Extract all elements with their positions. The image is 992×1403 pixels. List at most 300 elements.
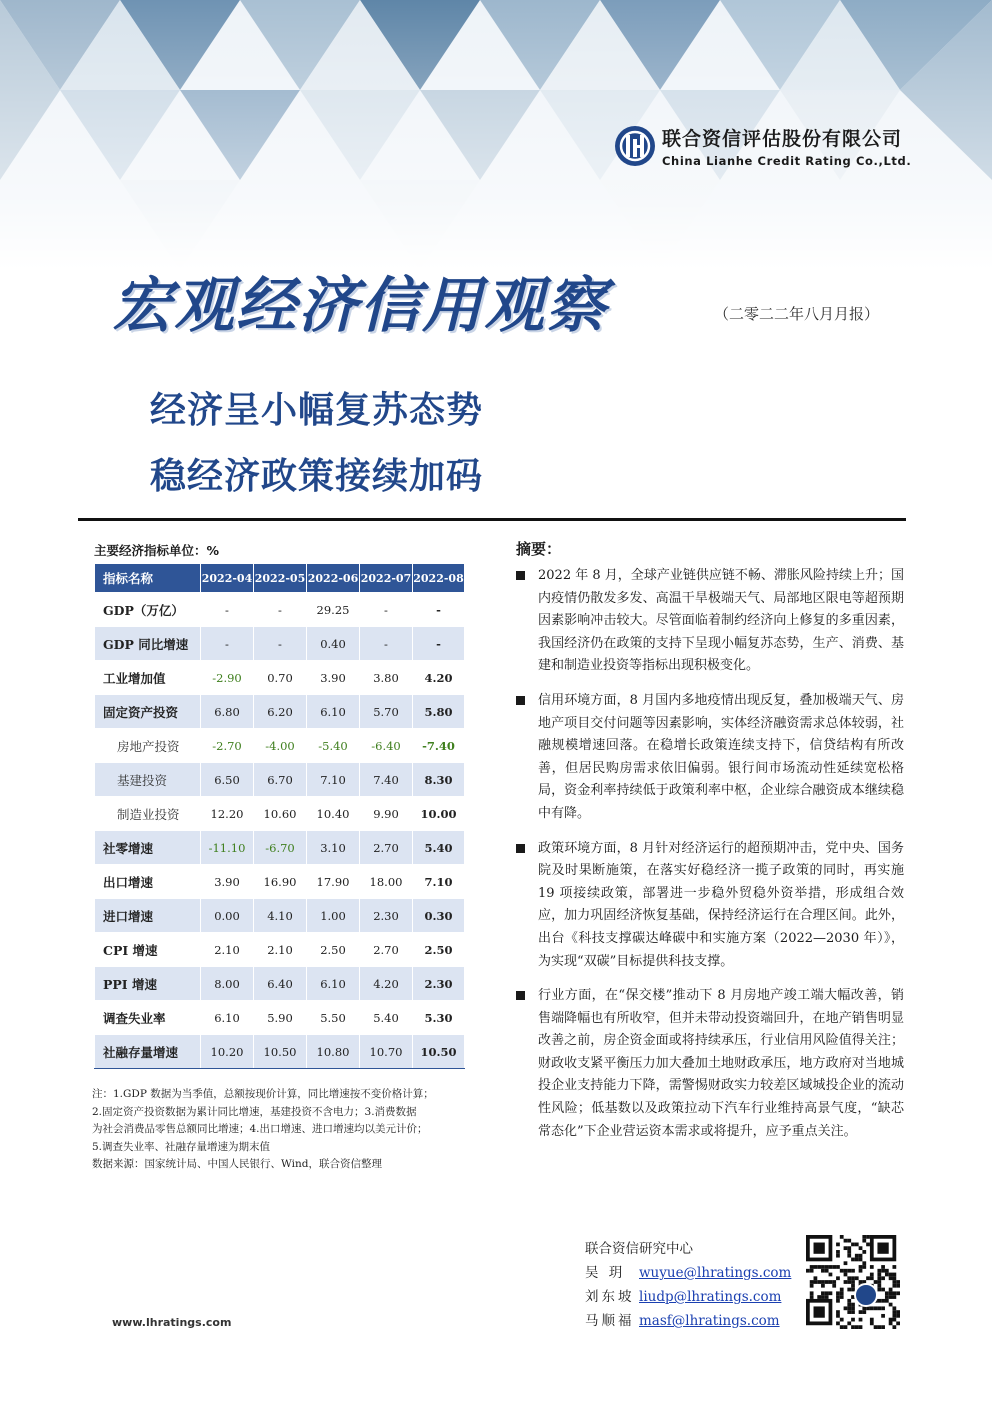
indicator-name: 调查失业率 [95,1001,201,1035]
qr-module [810,1280,814,1284]
table-row [95,797,465,831]
indicator-value: 2.50 [307,933,360,967]
qr-module [851,1318,855,1322]
qr-module [889,1273,893,1277]
indicator-value: 10.60 [254,797,307,831]
indicator-name: 出口增速 [95,865,201,899]
qr-module [870,1273,874,1277]
indicator-value: 7.40 [360,763,413,797]
indicator-name: 进口增速 [95,899,201,933]
qr-module [840,1291,844,1295]
qr-module [877,1284,881,1288]
indicator-value: 5.50 [307,1001,360,1035]
qr-module [870,1276,874,1280]
qr-module [862,1306,866,1310]
qr-module [855,1243,859,1247]
qr-module [840,1235,844,1239]
indicator-value: 6.70 [254,763,307,797]
qr-module [851,1303,855,1307]
table-row [95,1001,465,1035]
indicator-value: -5.40 [307,729,360,763]
contact-row [585,1285,791,1309]
qr-module [847,1239,851,1243]
indicator-value: 0.30 [413,899,465,933]
indicator-value: 5.40 [413,831,465,865]
qr-module [847,1321,851,1325]
qr-module [866,1276,870,1280]
qr-module [847,1299,851,1303]
indicator-value: 6.10 [307,967,360,1001]
indicator-value: - [254,593,307,627]
qr-module [810,1291,814,1295]
qr-module [859,1325,863,1329]
qr-module [862,1265,866,1269]
indicator-value: 3.80 [360,661,413,695]
qr-module [881,1314,885,1318]
qr-module [877,1299,881,1303]
indicator-value: 3.10 [307,831,360,865]
qr-module [829,1273,833,1277]
indicator-value: 0.40 [307,627,360,661]
qr-module [844,1280,848,1284]
indicator-value: - [201,593,254,627]
indicator-value: 16.90 [254,865,307,899]
summary-bullet [512,690,904,826]
column-header: 2022-08 [413,564,465,593]
indicator-value: 2.30 [413,967,465,1001]
qr-module [821,1295,825,1299]
company-logo [614,124,911,168]
indicator-value: 6.10 [307,695,360,729]
qr-module [810,1265,814,1269]
square-bullet-icon [516,844,525,853]
qr-module [847,1280,851,1284]
qr-module [851,1258,855,1262]
qr-module [832,1280,836,1284]
qr-module [836,1295,840,1299]
indicator-value: 0.00 [201,899,254,933]
qr-module [892,1295,896,1299]
summary-text: 信用环境方面，8 月国内多地疫情出现反复，叠加极端天气、房地产项目交付问题等因素影响，实体经济融资需求总体较弱，社融规模增速回落。在稳增长政策连续支持下，信贷结构有所改善，但居民购房需求依旧偏弱。银行间市场流动性延续宽松格局，资金利率持续低于政策利率中枢，企业综合融资成本继续稳中有降。 [538,692,904,821]
qr-module [896,1310,900,1314]
table-row [95,1035,465,1069]
qr-module [896,1284,900,1288]
qr-module [851,1280,855,1284]
qr-module [862,1235,866,1239]
qr-module [889,1288,893,1292]
qr-module [836,1291,840,1295]
qr-module [874,1325,878,1329]
indicator-value: 2.30 [360,899,413,933]
qr-module [847,1310,851,1314]
qr-module [877,1288,881,1292]
report-subtitle-2: 稳经济政策接续加码 [150,455,484,497]
qr-module [859,1310,863,1314]
qr-module [840,1325,844,1329]
indicator-name: 基建投资 [95,763,201,797]
divider [78,518,906,521]
qr-module [874,1280,878,1284]
contact-email-link[interactable]: wuyue@lhratings.com [639,1265,792,1281]
indicator-value: 6.20 [254,695,307,729]
qr-module [810,1295,814,1299]
qr-module [896,1314,900,1318]
contact-name: 刘东坡 [585,1289,635,1305]
qr-module [889,1276,893,1280]
qr-module [840,1288,844,1292]
square-bullet-icon [516,991,525,1000]
indicator-value: 5.90 [254,1001,307,1035]
qr-module [892,1318,896,1322]
qr-module [855,1254,859,1258]
indicator-value: 7.10 [413,865,465,899]
contact-name: 吴 玥 [585,1265,626,1281]
summary-bullet [512,985,904,1143]
contact-row [585,1261,791,1285]
table-row [95,865,465,899]
indicator-value: 5.40 [360,1001,413,1035]
indicator-value: 5.30 [413,1001,465,1035]
qr-module [859,1280,863,1284]
contact-block [585,1237,791,1333]
column-header: 2022-06 [307,564,360,593]
qr-module [885,1269,889,1273]
qr-module [844,1246,848,1250]
qr-module [862,1250,866,1254]
indicator-value: 9.90 [360,797,413,831]
qr-module [825,1291,829,1295]
contact-email-link[interactable]: liudp@lhratings.com [639,1289,782,1305]
indicator-value: 6.50 [201,763,254,797]
economic-indicators-table [94,563,465,1069]
qr-module [881,1299,885,1303]
indicator-value: 1.00 [307,899,360,933]
qr-module [892,1314,896,1318]
indicator-value: - [201,627,254,661]
qr-code-icon[interactable] [806,1235,900,1329]
qr-module [832,1265,836,1269]
qr-module [881,1269,885,1273]
qr-module [825,1269,829,1273]
indicator-value: 29.25 [307,593,360,627]
summary-heading: 摘要： [516,540,562,558]
note-line: 2.固定资产投资数据为累计同比增速，基建投资不含电力；3.消费数据 [92,1105,417,1118]
indicator-value: 2.50 [413,933,465,967]
qr-module [892,1291,896,1295]
contact-email-link[interactable]: masf@lhratings.com [639,1313,780,1329]
indicator-value: 6.40 [254,967,307,1001]
qr-module [844,1261,848,1265]
table-row [95,627,465,661]
note-line: 注：1.GDP 数据为当季值，总额按现价计算，同比增速按不变价格计算； [92,1088,434,1100]
qr-module [896,1321,900,1325]
indicator-value: - [254,627,307,661]
qr-module [892,1265,896,1269]
qr-module [892,1284,896,1288]
indicator-value: 10.50 [254,1035,307,1069]
qr-module [851,1288,855,1292]
qr-module [829,1265,833,1269]
qr-module [855,1258,859,1262]
qr-module [832,1284,836,1288]
table-row [95,695,465,729]
qr-module [806,1269,810,1273]
indicator-value: 10.80 [307,1035,360,1069]
qr-module [840,1269,844,1273]
table-caption: 主要经济指标单位：% [94,543,220,558]
qr-module [881,1306,885,1310]
qr-module [870,1318,874,1322]
indicator-value: -2.70 [201,729,254,763]
qr-module [844,1269,848,1273]
square-bullet-icon [516,571,525,580]
indicator-value: 10.40 [307,797,360,831]
indicator-value: 8.30 [413,763,465,797]
qr-module [866,1306,870,1310]
qr-module [821,1280,825,1284]
indicator-value: 5.80 [413,695,465,729]
qr-module [836,1243,840,1247]
qr-module [840,1318,844,1322]
indicator-value: -4.00 [254,729,307,763]
contact-name: 马顺福 [585,1313,635,1329]
qr-module [892,1325,896,1329]
table-row [95,729,465,763]
qr-module [862,1239,866,1243]
qr-module [844,1306,848,1310]
qr-module [889,1291,893,1295]
qr-module [814,1280,818,1284]
website-link[interactable]: www.lhratings.com [112,1316,232,1329]
qr-module [810,1269,814,1273]
qr-module [859,1318,863,1322]
indicator-value: 17.90 [307,865,360,899]
table-row [95,933,465,967]
qr-module [877,1325,881,1329]
data-source: 数据来源：国家统计局、中国人民银行、Wind，联合资信整理 [92,1158,382,1170]
indicator-name: GDP（万亿） [95,593,201,627]
qr-module [877,1280,881,1284]
qr-module [817,1265,821,1269]
report-subtitle-1: 经济呈小幅复苏态势 [150,389,484,431]
qr-module [862,1310,866,1314]
qr-module [851,1243,855,1247]
qr-module [877,1306,881,1310]
qr-module [866,1243,870,1247]
table-notes [92,1086,482,1174]
indicator-value: 4.10 [254,899,307,933]
qr-module [840,1295,844,1299]
contact-row [585,1309,791,1333]
qr-module [859,1265,863,1269]
column-header: 2022-04 [201,564,254,593]
qr-module [847,1246,851,1250]
qr-module [877,1276,881,1280]
qr-module [825,1280,829,1284]
table-header-row [95,564,465,593]
indicator-value: -6.40 [360,729,413,763]
note-line: 5.调查失业率、社融存量增速为期末值 [92,1140,271,1153]
qr-finder [814,1306,825,1317]
table-row [95,967,465,1001]
indicator-value: 12.20 [201,797,254,831]
note-line: 为社会消费品零售总额同比增速；4.出口增速、进口增速均以美元计价； [92,1123,428,1135]
qr-finder [814,1243,825,1254]
qr-module [859,1269,863,1273]
qr-module [836,1310,840,1314]
qr-module [847,1269,851,1273]
indicator-value: 6.80 [201,695,254,729]
qr-module [862,1261,866,1265]
square-bullet-icon [516,696,525,705]
qr-module [836,1254,840,1258]
qr-module [859,1258,863,1262]
qr-module [892,1280,896,1284]
summary-section [512,565,904,1155]
summary-bullet [512,565,904,678]
column-header: 指标名称 [95,564,201,593]
indicator-value: 5.70 [360,695,413,729]
indicator-name: 房地产投资 [95,729,201,763]
table-row [95,899,465,933]
qr-module [859,1246,863,1250]
qr-module [896,1280,900,1284]
qr-module [877,1273,881,1277]
qr-module [892,1276,896,1280]
company-logo-icon [614,125,656,167]
qr-module [847,1306,851,1310]
qr-module [847,1303,851,1307]
indicator-value: -11.10 [201,831,254,865]
qr-module [885,1299,889,1303]
qr-module [825,1295,829,1299]
indicator-name: GDP 同比增速 [95,627,201,661]
qr-module [851,1276,855,1280]
qr-module [870,1306,874,1310]
company-name-cn: 联合资信评估股份有限公司 [662,128,903,150]
table-row [95,593,465,627]
qr-module [855,1325,859,1329]
qr-module [821,1269,825,1273]
summary-bullet [512,838,904,974]
indicator-value: 7.10 [307,763,360,797]
qr-module [847,1288,851,1292]
qr-module [870,1321,874,1325]
indicator-value: 10.00 [413,797,465,831]
indicator-value: - [413,627,465,661]
indicator-name: 工业增加值 [95,661,201,695]
qr-module [844,1325,848,1329]
report-title: 宏观经济信用观察 [112,271,608,341]
qr-module [814,1265,818,1269]
qr-module [885,1273,889,1277]
qr-module [889,1318,893,1322]
summary-text: 行业方面，在“保交楼”推动下 8 月房地产竣工端大幅改善，销售端降幅也有所收窄，但并未带动投资端回升，在地产销售明显改善之前，房企资金面或将持续承压，行业信用风险值得关注；财政收支紧平衡压力加大叠加土地财政承压，地方政府对当地城投企业支持能力下降，需警惕财政实力较差区域城投企业的流动性风险；低基数以及政策拉动下汽车行业维持高景气度，“缺芯常态化”下企业营运资本需求或将提升，应予重点关注。 [538,988,904,1139]
indicator-value: 3.90 [201,865,254,899]
qr-module [847,1250,851,1254]
qr-module [892,1273,896,1277]
qr-module [885,1295,889,1299]
qr-module [877,1269,881,1273]
qr-module [889,1321,893,1325]
indicator-value: - [413,593,465,627]
qr-module [851,1325,855,1329]
qr-module [829,1280,833,1284]
qr-module [836,1314,840,1318]
indicator-name: 社零增速 [95,831,201,865]
qr-module [810,1284,814,1288]
qr-logo [855,1284,877,1306]
qr-finder [877,1243,888,1254]
qr-module [847,1276,851,1280]
qr-module [851,1306,855,1310]
indicator-value: 8.00 [201,967,254,1001]
qr-module [874,1306,878,1310]
company-name-en: China Lianhe Credit Rating Co.,Ltd. [662,154,912,168]
qr-module [889,1295,893,1299]
indicator-value: 0.70 [254,661,307,695]
qr-module [844,1273,848,1277]
qr-module [817,1295,821,1299]
qr-module [851,1269,855,1273]
table-row [95,661,465,695]
qr-module [821,1284,825,1288]
qr-module [817,1280,821,1284]
qr-module [825,1265,829,1269]
report-issue: （二零二二年八月月报） [714,305,880,323]
qr-module [821,1291,825,1295]
indicator-value: 10.50 [413,1035,465,1069]
summary-text: 2022 年 8 月，全球产业链供应链不畅、滞胀风险持续上升；国内疫情仍散发多发、高温干旱极端天气、局部地区限电等超预期因素影响冲击较大。尽管面临着制约经济向上修复的多重因素，我国经济仍在政策的支持下呈现小幅复苏态势，生产、消费、基建和制造业投资等指标出现积极变化。 [538,568,904,674]
indicator-value: - [360,593,413,627]
indicator-value: 18.00 [360,865,413,899]
indicator-name: CPI 增速 [95,933,201,967]
indicator-value: 10.20 [201,1035,254,1069]
indicator-value: 2.70 [360,933,413,967]
qr-module [821,1265,825,1269]
indicator-name: 社融存量增速 [95,1035,201,1069]
qr-module [881,1265,885,1269]
indicator-value: -6.70 [254,831,307,865]
indicator-value: - [360,627,413,661]
research-center: 联合资信研究中心 [585,1241,693,1257]
indicator-value: 4.20 [413,661,465,695]
indicator-value: 4.20 [360,967,413,1001]
qr-module [836,1250,840,1254]
qr-module [892,1310,896,1314]
qr-module [851,1284,855,1288]
qr-module [889,1303,893,1307]
qr-module [836,1321,840,1325]
indicator-value: -7.40 [413,729,465,763]
summary-text: 政策环境方面，8 月针对经济运行的超预期冲击，党中央、国务院及时果断施策，在落实好稳经济一揽子政策的同时，再实施 19 项接续政策，部署进一步稳外贸稳外资举措，形成组合效应，加力巩固经济恢复基础，保持经济运行在合理区间。此外，出台《科技支撑碳达峰碳中和实施方案（2022—2030 年）》，为实现“双碳”目标提供科技支撑。 [538,840,904,969]
indicator-value: 2.70 [360,831,413,865]
indicator-value: 2.10 [201,933,254,967]
qr-module [836,1299,840,1303]
qr-module [851,1310,855,1314]
qr-module [836,1276,840,1280]
qr-module [870,1265,874,1269]
qr-module [892,1306,896,1310]
qr-module [881,1276,885,1280]
qr-module [836,1265,840,1269]
column-header: 2022-05 [254,564,307,593]
indicator-value: 3.90 [307,661,360,695]
qr-module [844,1239,848,1243]
indicator-name: 制造业投资 [95,797,201,831]
qr-module [881,1325,885,1329]
qr-module [885,1291,889,1295]
